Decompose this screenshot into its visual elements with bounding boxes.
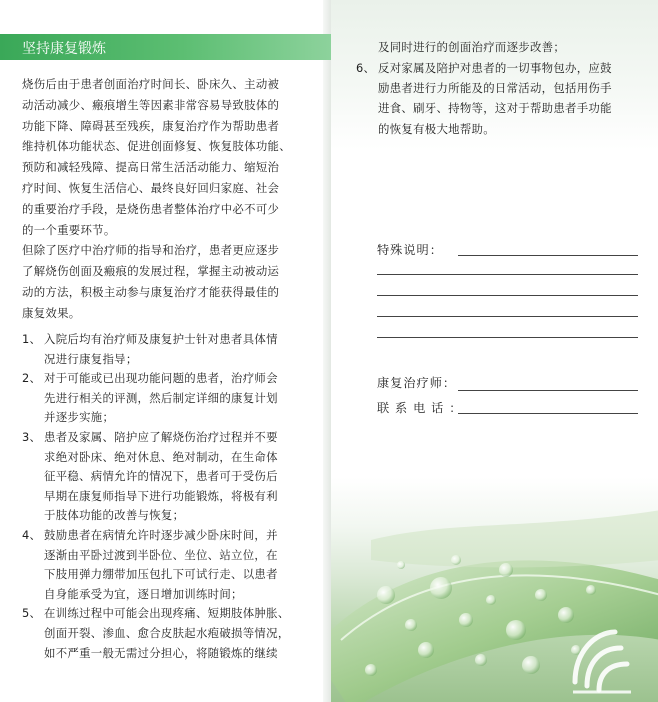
list-item-line: 逐渐由平卧过渡到半卧位、坐位、站立位，在 bbox=[44, 547, 278, 562]
list-item-6 bbox=[356, 58, 648, 139]
list-item-line: 励患者进行力所能及的日常活动，包括用伤手 bbox=[378, 81, 612, 96]
continuation-line: 及同时进行的创面治疗而逐步改善； bbox=[378, 40, 566, 54]
list-item bbox=[22, 526, 315, 604]
list-item-line: 鼓励患者在病情允许时逐步减少卧床时间，并 bbox=[44, 527, 278, 542]
intro-line: 动的方法，积极主动参与康复治疗才能获得最佳的 bbox=[22, 284, 280, 299]
section-title: 坚持康复锻炼 bbox=[22, 41, 106, 57]
list-item-line: 对于可能或已出现功能问题的患者，治疗师会 bbox=[44, 371, 278, 386]
intro-line: 动活动减少、瘢痕增生等因素非常容易导致肢体的 bbox=[22, 97, 280, 112]
list-item-line: 征平稳、病情允许的情况下，患者可于受伤后 bbox=[44, 469, 278, 484]
list-item bbox=[22, 604, 315, 663]
phone-field-line[interactable] bbox=[458, 413, 638, 414]
intro-line: 了解烧伤创面及瘢痕的发展过程，掌握主动被动运 bbox=[22, 264, 280, 279]
list-item-number: 2、 bbox=[22, 371, 42, 386]
intro-paragraph bbox=[22, 74, 315, 324]
list-item-number: 1、 bbox=[22, 332, 42, 346]
list-item-number: 6、 bbox=[356, 61, 376, 75]
intro-line: 疗时间、恢复生活信心、最终良好回归家庭、社会 bbox=[22, 180, 280, 195]
intro-line: 的一个重要环节。 bbox=[22, 222, 116, 237]
intro-line: 维持机体功能状态、促进创面修复、恢复肢体功能、 bbox=[22, 139, 291, 154]
special-note-label: 特殊说明： bbox=[377, 243, 443, 257]
therapist-field-line[interactable] bbox=[458, 390, 638, 391]
intro-line: 功能下降、障碍甚至残疾，康复治疗作为帮助患者 bbox=[22, 118, 280, 133]
list-item-line: 入院后均有治疗师及康复护士针对患者具体情 bbox=[44, 332, 278, 346]
list-item-line: 如不严重一般无需过分担心，将随锻炼的继续 bbox=[44, 645, 278, 660]
list-item-line: 并逐步实施； bbox=[44, 410, 115, 425]
therapist-label: 康复治疗师： bbox=[377, 376, 457, 390]
list-item-line: 先进行相关的评测，然后制定详细的康复计划 bbox=[44, 390, 278, 405]
special-note-line[interactable] bbox=[377, 316, 638, 317]
panel-fold-shadow bbox=[323, 0, 331, 702]
list-item-line: 于肢体功能的改善与恢复； bbox=[44, 508, 185, 523]
list-item bbox=[22, 330, 315, 369]
list-item-line: 创面开裂、渗血、愈合皮肤起水疱破损等情况， bbox=[44, 625, 290, 640]
phone-label: 联 系 电 话 ： bbox=[377, 401, 463, 415]
intro-line: 的重要治疗手段，是烧伤患者整体治疗中必不可少 bbox=[22, 201, 280, 216]
list-item-line: 反对家属及陪护对患者的一切事物包办，应鼓 bbox=[378, 61, 612, 75]
special-note-line[interactable] bbox=[377, 337, 638, 338]
intro-line: 但除了医疗中治疗师的指导和治疗，患者更应逐步 bbox=[22, 243, 280, 258]
section-header-bar bbox=[0, 34, 331, 60]
list-item-line: 自身能承受为宜，逐日增加训练时间； bbox=[44, 586, 243, 601]
list-item-line: 下肢用弹力绷带加压包扎下可试行走、以患者 bbox=[44, 567, 278, 582]
list-item-line: 况进行康复指导； bbox=[44, 351, 138, 366]
guidance-list bbox=[22, 330, 315, 663]
intro-line: 预防和减轻残障、提高日常生活活动能力、缩短治 bbox=[22, 160, 280, 175]
list-item bbox=[22, 369, 315, 428]
special-note-line[interactable] bbox=[377, 295, 638, 296]
hospital-logo-icon bbox=[565, 622, 637, 696]
list-item-number: 5、 bbox=[22, 606, 42, 621]
list-item-line: 患者及家属、陪护应了解烧伤治疗过程并不要 bbox=[44, 429, 278, 444]
intro-line: 康复效果。 bbox=[22, 305, 81, 320]
list-item-line: 求绝对卧床、绝对休息、绝对制动，在生命体 bbox=[44, 449, 278, 464]
list-item-line: 在训练过程中可能会出现疼痛、短期肢体肿胀、 bbox=[44, 606, 290, 621]
list-item-line: 早期在康复师指导下进行功能锻炼，将极有利 bbox=[44, 488, 278, 503]
list-item-line: 进食、刷牙、持物等，这对于帮助患者手功能 bbox=[378, 101, 612, 116]
special-note-line[interactable] bbox=[377, 274, 638, 275]
intro-line: 烧伤后由于患者创面治疗时间长、卧床久、主动被 bbox=[22, 77, 280, 91]
list-item-line: 的恢复有极大地帮助。 bbox=[378, 121, 495, 136]
special-note-line[interactable] bbox=[458, 255, 638, 256]
list-item-number: 3、 bbox=[22, 429, 42, 444]
list-item bbox=[22, 428, 315, 526]
list-item-number: 4、 bbox=[22, 527, 42, 542]
